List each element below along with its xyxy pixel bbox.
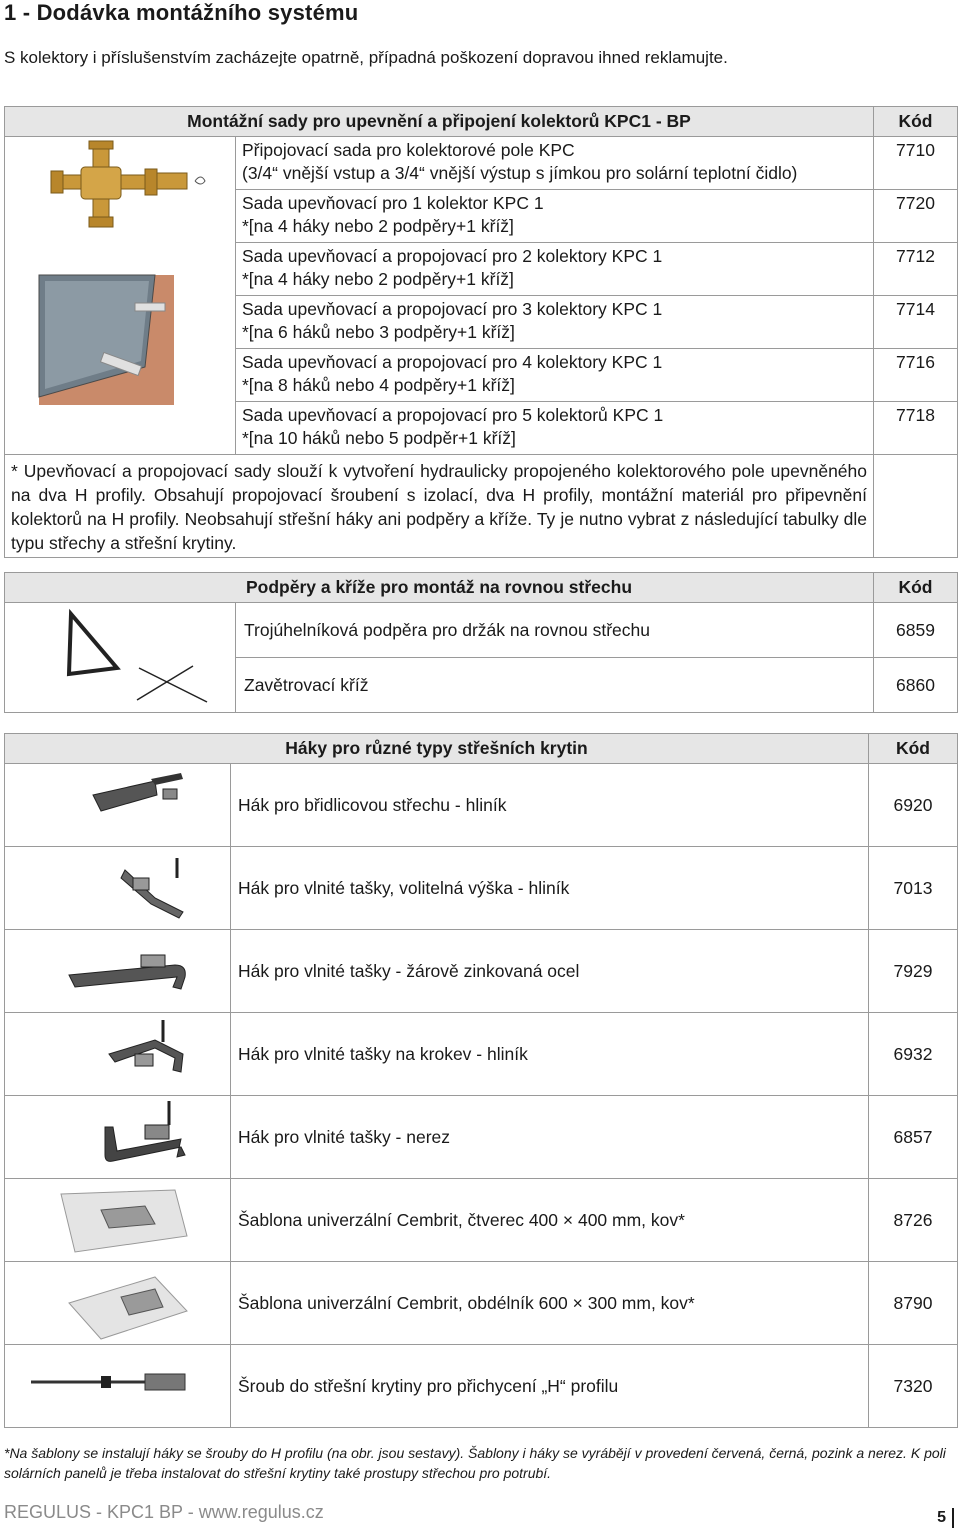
stainless-hook-icon [5, 1096, 231, 1179]
table2-header: Podpěry a kříže pro montáž na rovnou střechu [5, 573, 874, 603]
table-row [5, 137, 958, 190]
hook-code: 8790 [869, 1262, 958, 1345]
hook-code: 6932 [869, 1013, 958, 1096]
kit-line2: *[na 10 háků nebo 5 podpěr+1 kříž] [242, 428, 516, 448]
intro-text: S kolektory i příslušenstvím zacházejte opatrně, případná poškození dopravou ihned reklamujte. [4, 48, 728, 67]
table-row [5, 1013, 958, 1096]
kit-description [236, 190, 874, 243]
hook-name: Hák pro břidlicovou střechu - hliník [231, 764, 869, 847]
rafter-hook-icon [5, 1013, 231, 1096]
hook-name: Šablona univerzální Cembrit, čtverec 400 × 400 mm, kov* [231, 1179, 869, 1262]
page-number: 5 [937, 1509, 946, 1526]
kit-code: 7710 [874, 137, 958, 190]
kit-note: * Upevňovací a propojovací sady slouží k vytvoření hydraulicky propojeného kolektorového pole upevněného na dva H profily. Obsahují propojovací šroubení s izolací, dva H profily, montážní materiál pro připevnění kolektorů na H profily. Neobsahují střešní háky ani podpěry a kříže. Ty je nutno vybrat z následující tabulky dle typu střechy a střešní krytiny. [5, 455, 874, 558]
hook-code: 6857 [869, 1096, 958, 1179]
kit-code: 7714 [874, 296, 958, 349]
table-row [5, 603, 958, 658]
hook-code: 7929 [869, 930, 958, 1013]
hook-name: Hák pro vlnité tašky - žárově zinkovaná ocel [231, 930, 869, 1013]
kit-line1: Sada upevňovací a propojovací pro 2 kolektory KPC 1 [242, 246, 663, 266]
table-row [5, 1179, 958, 1262]
kit-line1: Sada upevňovací a propojovací pro 3 kolektory KPC 1 [242, 299, 663, 319]
kit-line2: *[na 6 háků nebo 3 podpěry+1 kříž] [242, 322, 515, 342]
supports-images-cell [5, 603, 236, 713]
kit-line1: Připojovací sada pro kolektorové pole KPC [242, 140, 575, 160]
kit-description [236, 243, 874, 296]
square-template-icon [5, 1179, 231, 1262]
kit-code: 7720 [874, 190, 958, 243]
hook-name: Šablona univerzální Cembrit, obdélník 600 × 300 mm, kov* [231, 1262, 869, 1345]
rectangle-template-icon [5, 1262, 231, 1345]
support-name: Zavětrovací kříž [236, 658, 874, 713]
table1-code-header: Kód [874, 107, 958, 137]
mounting-kits-table [4, 106, 958, 558]
footer-brand: REGULUS - KPC1 BP - www.regulus.cz [4, 1502, 324, 1522]
table-row [5, 847, 958, 930]
kit-description [236, 402, 874, 455]
slate-hook-icon [5, 764, 231, 847]
kit-line2: (3/4“ vnější vstup a 3/4“ vnější výstup s jímkou pro solární teplotní čidlo) [242, 163, 798, 183]
kit-description [236, 296, 874, 349]
table1-header: Montážní sady pro upevnění a připojení kolektorů KPC1 - BP [5, 107, 874, 137]
hook-name: Šroub do střešní krytiny pro přichycení „H“ profilu [231, 1345, 869, 1428]
kit-line2: *[na 8 háků nebo 4 podpěry+1 kříž] [242, 375, 515, 395]
triangle-support-icon [5, 604, 234, 712]
support-code: 6859 [874, 603, 958, 658]
table-row [5, 1096, 958, 1179]
kit-code: 7712 [874, 243, 958, 296]
support-code: 6860 [874, 658, 958, 713]
kit-code: 7716 [874, 349, 958, 402]
kit-images-cell [5, 137, 236, 455]
steel-hook-icon [5, 930, 231, 1013]
table3-code-header: Kód [869, 734, 958, 764]
table2-code-header: Kód [874, 573, 958, 603]
kit-description [236, 349, 874, 402]
kit-code: 7718 [874, 402, 958, 455]
table-row [5, 930, 958, 1013]
kit-line1: Sada upevňovací pro 1 kolektor KPC 1 [242, 193, 544, 213]
roof-hooks-table [4, 733, 958, 1428]
hook-name: Hák pro vlnité tašky, volitelná výška - hliník [231, 847, 869, 930]
table-row [5, 455, 958, 558]
roof-screw-icon [5, 1345, 231, 1428]
table-row [5, 1345, 958, 1428]
collector-panel-icon [5, 247, 234, 407]
hook-name: Hák pro vlnité tašky na krokev - hliník [231, 1013, 869, 1096]
table3-header: Háky pro různé typy střešních krytin [5, 734, 869, 764]
hook-code: 6920 [869, 764, 958, 847]
footnote: *Na šablony se instalují háky se šrouby do H profilu (na obr. jsou sestavy). Šablony i háky se vyrábějí v provedení červená, černá, pozink a nerez. K poli solárních panelů je třeba instalovat do střešní krytiny také prostupy střechou pro potrubí. [4, 1445, 946, 1481]
empty-cell [874, 455, 958, 558]
table-row [5, 764, 958, 847]
kit-line1: Sada upevňovací a propojovací pro 4 kolektory KPC 1 [242, 352, 663, 372]
kit-line2: *[na 4 háky nebo 2 podpěry+1 kříž] [242, 216, 514, 236]
hook-code: 7013 [869, 847, 958, 930]
kit-description [236, 137, 874, 190]
hook-code: 8726 [869, 1179, 958, 1262]
page-title: 1 - Dodávka montážního systému [4, 0, 359, 25]
page-number-bar [952, 1508, 954, 1528]
table-row [5, 1262, 958, 1345]
flat-roof-supports-table [4, 572, 958, 713]
hook-name: Hák pro vlnité tašky - nerez [231, 1096, 869, 1179]
adjustable-hook-icon [5, 847, 231, 930]
hook-code: 7320 [869, 1345, 958, 1428]
wind-cross-icon [139, 668, 207, 702]
kit-line2: *[na 4 háky nebo 2 podpěry+1 kříž] [242, 269, 514, 289]
support-name: Trojúhelníková podpěra pro držák na rovnou střechu [236, 603, 874, 658]
kit-line1: Sada upevňovací a propojovací pro 5 kolektorů KPC 1 [242, 405, 664, 425]
